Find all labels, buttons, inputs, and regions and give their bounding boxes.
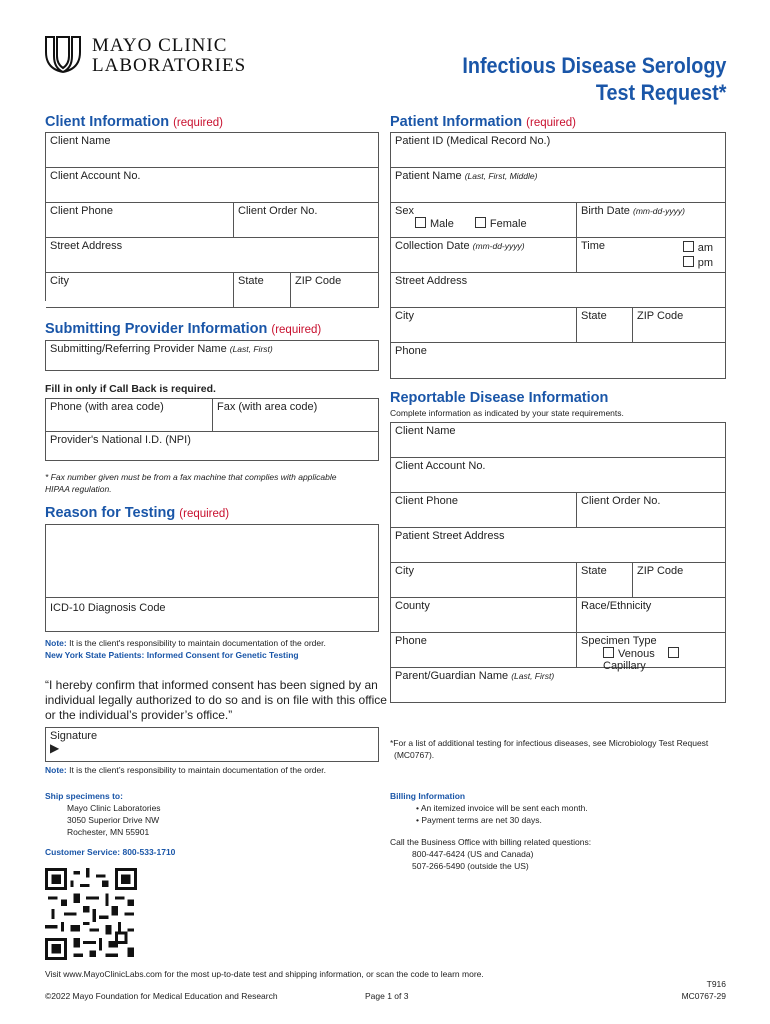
copyright: ©2022 Mayo Foundation for Medical Education and Research: [45, 991, 278, 1001]
rep-client-phone-field[interactable]: Client Phone: [391, 493, 577, 528]
rep-patient-street-field[interactable]: Patient Street Address: [391, 528, 726, 563]
ship-block: Ship specimens to: Mayo Clinic Laboratories 3050 Superior Drive NW Rochester, MN 55901: [45, 791, 161, 837]
patient-info-grid: [390, 132, 726, 379]
rep-client-order-field[interactable]: Client Order No.: [577, 493, 726, 528]
reason-grid: [45, 524, 379, 632]
rep-client-account-field[interactable]: Client Account No.: [391, 458, 726, 493]
mayo-shields-logo-icon: [44, 34, 82, 74]
visit-text: Visit www.MayoClinicLabs.com for the most up-to-date test and shipping information, or scan the code to learn more.: [45, 969, 484, 979]
client-info-heading: Client Information (required): [45, 114, 223, 130]
reportable-grid: [390, 422, 726, 703]
icd10-field[interactable]: ICD-10 Diagnosis Code: [46, 598, 379, 632]
page-number: Page 1 of 3: [365, 991, 409, 1001]
provider-name-field[interactable]: Submitting/Referring Provider Name (Last, First): [46, 341, 379, 371]
birth-date-field[interactable]: Birth Date (mm-dd-yyyy): [577, 203, 726, 238]
patient-phone-field[interactable]: Phone: [391, 343, 726, 379]
client-order-field[interactable]: Client Order No.: [234, 203, 379, 238]
signature-field[interactable]: Signature ▶: [46, 728, 379, 762]
reportable-heading: Reportable Disease Information: [390, 390, 609, 406]
reportable-subtitle: Complete information as indicated by your state requirements.: [390, 408, 624, 418]
patient-zip-field[interactable]: ZIP Code: [633, 308, 726, 343]
callback-grid: [45, 398, 379, 461]
venous-checkbox[interactable]: [603, 647, 614, 658]
pm-checkbox[interactable]: [683, 256, 694, 267]
client-name-field[interactable]: Client Name: [46, 133, 379, 168]
rep-zip-field[interactable]: ZIP Code: [633, 563, 726, 598]
collection-date-field[interactable]: Collection Date (mm-dd-yyyy): [391, 238, 577, 273]
callback-heading: Fill in only if Call Back is required.: [45, 383, 216, 395]
am-checkbox[interactable]: [683, 241, 694, 252]
signature-grid: [45, 727, 379, 762]
customer-service: Customer Service: 800-533-1710: [45, 847, 176, 857]
rep-county-field[interactable]: County: [391, 598, 577, 633]
form-codes: T916 MC0767-29: [681, 979, 726, 1001]
document-title: Infectious Disease Serology Test Request*: [461, 53, 726, 105]
patient-city-field[interactable]: City: [391, 308, 577, 343]
rep-phone-field[interactable]: Phone: [391, 633, 577, 668]
arrow-icon: ▶: [50, 741, 60, 755]
reason-textarea[interactable]: [46, 525, 379, 598]
qr-code-icon[interactable]: [45, 868, 137, 960]
ny-consent-link[interactable]: New York State Patients: Informed Consent for Genetic Testing: [45, 650, 299, 660]
patient-state-field[interactable]: State: [577, 308, 633, 343]
footnote: *For a list of additional testing for infectious diseases, see Microbiology Test Request (MC0767).: [390, 738, 709, 760]
male-checkbox[interactable]: [415, 217, 426, 228]
rep-state-field[interactable]: State: [577, 563, 633, 598]
patient-name-field[interactable]: Patient Name (Last, First, Middle): [391, 168, 726, 203]
rep-race-field[interactable]: Race/Ethnicity: [577, 598, 726, 633]
rep-client-name-field[interactable]: Client Name: [391, 423, 726, 458]
client-state-field[interactable]: State: [234, 273, 291, 308]
callback-fax-field[interactable]: Fax (with area code): [213, 399, 379, 432]
consent-statement: “I hereby confirm that informed consent has been signed by an individual legally authorized to do so and is on file with this office or the individual’s provider’s office.”: [45, 678, 387, 722]
time-field[interactable]: Time am pm: [577, 238, 726, 273]
client-zip-field[interactable]: ZIP Code: [291, 273, 379, 308]
client-account-field[interactable]: Client Account No.: [46, 168, 379, 203]
fax-note: * Fax number given must be from a fax machine that complies with applicable HIPAA regulation.: [45, 472, 337, 494]
patient-street-field[interactable]: Street Address: [391, 273, 726, 308]
provider-info-heading: Submitting Provider Information (required): [45, 321, 322, 337]
callback-phone-field[interactable]: Phone (with area code): [46, 399, 213, 432]
guardian-name-field[interactable]: Parent/Guardian Name (Last, First): [391, 668, 726, 703]
female-checkbox[interactable]: [475, 217, 486, 228]
brand-name: MAYO CLINIC LABORATORIES: [92, 35, 247, 76]
capillary-checkbox[interactable]: [668, 647, 679, 658]
provider-name-grid: [45, 340, 379, 371]
client-info-grid: [45, 132, 379, 301]
consent-note: Note: It is the client’s responsibility to maintain documentation of the order.: [45, 765, 326, 775]
patient-id-field[interactable]: Patient ID (Medical Record No.): [391, 133, 726, 168]
client-street-field[interactable]: Street Address: [46, 238, 379, 273]
reason-heading: Reason for Testing (required): [45, 505, 230, 521]
client-city-field[interactable]: City: [46, 273, 234, 308]
billing-block: Billing Information • An itemized invoice will be sent each month. • Payment terms are net 30 days. Call the Business Office with billing related questions: 800-447-6424 (US and Canada) 507-266-5490 (outside the US): [390, 791, 592, 871]
reason-note: Note: It is the client's responsibility to maintain documentation of the order. New York State Patients: Informed Consent for Genetic Testing: [45, 638, 326, 660]
client-phone-field[interactable]: Client Phone: [46, 203, 234, 238]
patient-info-heading: Patient Information (required): [390, 114, 577, 130]
rep-city-field[interactable]: City: [391, 563, 577, 598]
specimen-type-field: Specimen Type Venous Capillary: [577, 633, 726, 668]
npi-field[interactable]: Provider's National I.D. (NPI): [46, 432, 379, 461]
sex-field: Sex Male Female: [391, 203, 577, 238]
